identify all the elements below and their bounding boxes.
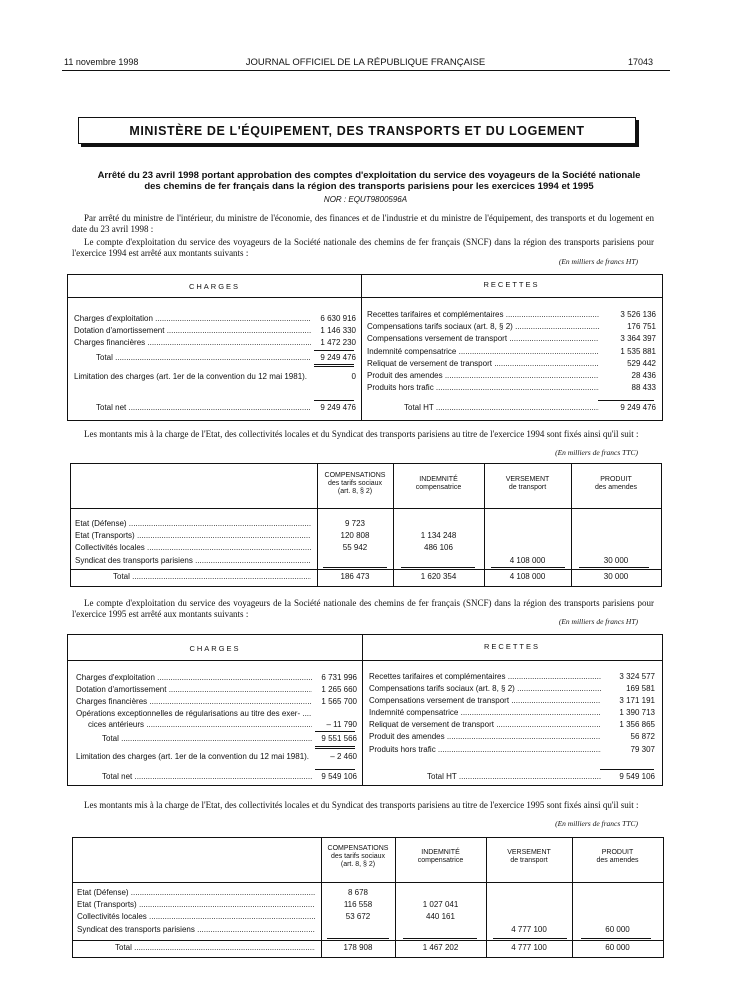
- row-label: Recettes tarifaires et complémentaires .....: [369, 672, 601, 682]
- row-label: Total HT .....: [404, 403, 599, 413]
- row-value: 0: [351, 372, 356, 381]
- cell-prod: 60 000: [605, 925, 630, 934]
- paragraph-3: Les montants mis à la charge de l'Etat, des collectivités locales et du Syndicat des transports parisiens au titre de l'exercice 1994 sont fixés ainsi qu'il suit :: [84, 429, 639, 439]
- col-header-line: COMPENSATIONS: [327, 845, 389, 852]
- recettes-row: [367, 403, 656, 413]
- row-value: 1 265 660: [321, 685, 357, 694]
- sum-rule: [401, 567, 475, 568]
- sum-rule: [327, 938, 389, 939]
- decree-title-line-2: des chemins de fer français dans la région des transports parisiens pour les exercices 1994 et 1995: [144, 181, 594, 192]
- row-label: Collectivités locales .....: [77, 912, 315, 922]
- cell-comp: 8 678: [347, 888, 369, 897]
- recettes-row: [369, 745, 655, 755]
- recettes-row: [367, 310, 656, 320]
- paragraph-1: Par arrêté du ministre de l'intérieur, du ministre de l'économie, des finances et de l'industrie et du ministre de l'équipement, des transports et du logement en date du 23 avril 1998 :: [72, 213, 654, 234]
- table-row: [73, 925, 663, 935]
- total-rule: [73, 940, 663, 941]
- col-header-line: COMPENSATIONS: [324, 472, 386, 479]
- row-value: 176 751: [627, 322, 656, 331]
- row-value: 6 630 916: [320, 314, 356, 323]
- col-header-compensations: [321, 845, 395, 869]
- row-label: Charges d'exploitation .....: [74, 314, 311, 324]
- row-value: 79 307: [630, 745, 655, 754]
- row-label: Dotation d'amortissement .....: [76, 685, 312, 695]
- paragraph-5: Les montants mis à la charge de l'Etat, des collectivités locales et du Syndicat des transports parisiens au titre de l'exercice 1995 sont fixés ainsi qu'il suit :: [84, 800, 639, 810]
- header-rule: [73, 882, 663, 883]
- recettes-row: [367, 359, 656, 369]
- row-label: Indemnité compensatrice .....: [369, 708, 601, 718]
- sum-rule: [315, 769, 355, 770]
- row-value: 9 249 476: [320, 403, 356, 412]
- total-rule: [71, 569, 661, 570]
- table-row: [73, 912, 663, 922]
- header-rule: [62, 70, 670, 71]
- cell-comp: 9 723: [344, 519, 366, 528]
- row-value: 1 535 881: [620, 347, 656, 356]
- row-value: – 11 790: [326, 720, 357, 729]
- charges-row: [74, 353, 356, 363]
- row-label: Indemnité compensatrice .....: [367, 347, 599, 357]
- charges-row: [74, 314, 356, 324]
- charges-row: [74, 403, 356, 413]
- sum-rule: [323, 567, 387, 568]
- row-label: Dotation d'amortissement .....: [74, 326, 311, 336]
- row-label: Recettes tarifaires et complémentaires .....: [367, 310, 599, 320]
- col-header-line: compensatrice: [415, 484, 462, 491]
- row-value: 9 549 106: [619, 772, 655, 781]
- row-value: 28 436: [631, 371, 656, 380]
- row-label: Produits hors trafic .....: [367, 383, 599, 393]
- table-row: [71, 556, 661, 566]
- recettes-row: [369, 708, 655, 718]
- cell-ind: 1 027 041: [422, 900, 459, 909]
- col-header-line: des amendes: [596, 857, 639, 864]
- row-value: 1 565 700: [321, 697, 357, 706]
- row-value: 9 249 476: [320, 353, 356, 362]
- cell-vers: 4 108 000: [509, 572, 546, 581]
- col-header-line: des tarifs sociaux: [330, 853, 386, 860]
- recettes-row: [369, 696, 655, 706]
- sum-rule: [314, 350, 354, 351]
- cell-comp: 116 558: [343, 900, 373, 909]
- sum-rule: [493, 938, 567, 939]
- total-row: [73, 943, 663, 953]
- nor-reference: NOR : EQUT9800596A: [323, 195, 408, 204]
- sum-rule: [315, 731, 355, 732]
- charges-row: [74, 326, 356, 336]
- col-header-line: INDEMNITÉ: [419, 476, 458, 483]
- sum-rule: [403, 938, 477, 939]
- col-header-line: INDEMNITÉ: [421, 849, 460, 856]
- cell-comp: 120 808: [340, 531, 370, 540]
- cell-ind: 1 467 202: [422, 943, 459, 952]
- charges-row: [74, 338, 356, 348]
- col-header-line: VERSEMENT: [505, 476, 550, 483]
- col-header-line: (art. 8, § 2): [340, 861, 376, 868]
- col-header-line: des amendes: [594, 484, 638, 491]
- row-value: 1 146 330: [320, 326, 356, 335]
- row-label-continued: cices antérieurs .....: [88, 720, 312, 730]
- cell-vers: 4 777 100: [511, 943, 547, 952]
- row-label: Charges financières .....: [74, 338, 311, 348]
- decree-title: [60, 170, 678, 192]
- row-label: Total net .....: [102, 772, 312, 782]
- row-label: Total .....: [115, 943, 315, 953]
- cell-prod: 30 000: [603, 556, 629, 565]
- row-label: Produits hors trafic .....: [369, 745, 601, 755]
- col-header-recettes: RECETTES: [483, 642, 540, 651]
- ministry-banner: MINISTÈRE DE L'ÉQUIPEMENT, DES TRANSPORTS ET DU LOGEMENT: [78, 117, 636, 144]
- sum-rule: [314, 364, 354, 367]
- row-label: Opérations exceptionnelles de régularisations au titre des exer- .....: [76, 709, 312, 719]
- row-label: Etat (Défense) .....: [75, 519, 311, 529]
- table-row: [71, 543, 661, 553]
- recettes-row: [367, 371, 656, 381]
- col-header-line: des tarifs sociaux: [327, 480, 383, 487]
- row-label: Total HT .....: [427, 772, 601, 782]
- recettes-row: [367, 322, 656, 332]
- sum-rule: [491, 567, 565, 568]
- cell-prod: 30 000: [603, 572, 629, 581]
- charges-row: [76, 697, 357, 707]
- table-accounts-1995: [67, 634, 663, 786]
- col-header-versement: [484, 476, 571, 492]
- sum-rule: [579, 567, 649, 568]
- table-accounts-1994: [67, 274, 663, 421]
- header-journal: JOURNAL OFFICIEL DE LA RÉPUBLIQUE FRANÇAISE: [245, 57, 486, 68]
- row-label: Compensations versement de transport .....: [369, 696, 601, 706]
- row-label: Total .....: [96, 353, 311, 363]
- row-label: Limitation des charges (art. 1er de la convention du 12 mai 1981).: [74, 372, 308, 381]
- row-label: Reliquat de versement de transport .....: [367, 359, 599, 369]
- col-header-recettes: RECETTES: [483, 280, 540, 289]
- col-header-line: VERSEMENT: [507, 849, 551, 856]
- row-label: Limitation des charges (art. 1er de la convention du 12 mai 1981).: [76, 752, 310, 761]
- row-value: 6 731 996: [321, 673, 357, 682]
- row-label: Total net .....: [96, 403, 311, 413]
- cell-prod: 60 000: [605, 943, 630, 952]
- row-value: 1 472 230: [320, 338, 356, 347]
- table-row: [73, 900, 663, 910]
- row-value: 169 581: [626, 684, 655, 693]
- col-header-line: de transport: [508, 484, 547, 491]
- col-header-compensations: [317, 472, 393, 496]
- recettes-row: [367, 383, 656, 393]
- charges-row: [76, 685, 357, 695]
- col-header-indemnite: [395, 849, 486, 865]
- col-header-produit: [571, 476, 661, 492]
- total-row: [71, 572, 661, 582]
- cell-ind: 1 134 248: [420, 531, 457, 540]
- row-label: Charges financières .....: [76, 697, 312, 707]
- row-value: 3 171 191: [619, 696, 655, 705]
- col-header-indemnite: [393, 476, 484, 492]
- col-header-produit: [572, 849, 663, 865]
- recettes-row: [369, 772, 655, 782]
- row-label: Compensations versement de transport .....: [367, 334, 599, 344]
- recettes-row: [369, 684, 655, 694]
- decree-title-line-1: Arrêté du 23 avril 1998 portant approbation des comptes d'exploitation du service des voyageurs de la Société nationale: [97, 170, 641, 181]
- row-value: 3 526 136: [620, 310, 656, 319]
- cell-comp: 178 908: [343, 943, 373, 952]
- charges-row: [74, 372, 356, 382]
- unit-note-1: (En milliers de francs HT): [558, 257, 638, 266]
- sum-rule: [315, 746, 355, 749]
- row-label: Etat (Défense) .....: [77, 888, 315, 898]
- row-label: Syndicat des transports parisiens .....: [77, 925, 315, 935]
- sum-rule: [314, 400, 354, 401]
- table-distribution-1994: [70, 463, 662, 587]
- cell-ind: 440 161: [426, 912, 455, 921]
- table-row: [73, 888, 663, 898]
- col-header-charges: CHARGES: [189, 644, 241, 653]
- recettes-row: [369, 672, 655, 682]
- header-rule: [71, 508, 661, 509]
- unit-note-2: (En milliers de francs TTC): [555, 448, 638, 457]
- row-label: Compensations tarifs sociaux (art. 8, § 2) .....: [367, 322, 599, 332]
- row-label: Etat (Transports) .....: [77, 900, 315, 910]
- cell-vers: 4 108 000: [509, 556, 546, 565]
- cell-comp: 53 672: [345, 912, 371, 921]
- cell-comp: 186 473: [340, 572, 370, 581]
- charges-row: [76, 709, 357, 729]
- sum-rule: [598, 400, 654, 401]
- recettes-row: [367, 334, 656, 344]
- row-value: 9 249 476: [620, 403, 656, 412]
- col-header-line: PRODUIT: [601, 849, 634, 856]
- table-distribution-1995: [72, 837, 664, 958]
- recettes-row: [369, 732, 655, 742]
- row-label: Total .....: [113, 572, 311, 582]
- sum-rule: [600, 769, 654, 770]
- table-row: [71, 519, 661, 529]
- row-label: Total .....: [102, 734, 312, 744]
- row-label: Reliquat de versement de transport .....: [369, 720, 601, 730]
- cell-ind: 486 106: [424, 543, 453, 552]
- cell-comp: 55 942: [342, 543, 368, 552]
- row-value: 1 390 713: [619, 708, 655, 717]
- charges-row: [76, 673, 357, 683]
- col-header-line: (art. 8, § 2): [337, 488, 373, 495]
- sum-rule: [581, 938, 651, 939]
- recettes-row: [369, 720, 655, 730]
- header-page-number: 17043: [627, 57, 653, 67]
- header-date: 11 novembre 1998: [64, 57, 139, 67]
- unit-note-3: (En milliers de francs HT): [558, 617, 638, 626]
- recettes-row: [367, 347, 656, 357]
- row-value: 529 442: [627, 359, 656, 368]
- row-label: Compensations tarifs sociaux (art. 8, § 2) .....: [369, 684, 601, 694]
- cell-ind: 1 620 354: [420, 572, 457, 581]
- paragraph-2: Le compte d'exploitation du service des voyageurs de la Société nationale des chemins de fer français (SNCF) dans la région des transports parisiens pour l'exercice 1994 est arrêté aux montants suivants :: [72, 237, 654, 258]
- row-value: 3 324 577: [619, 672, 655, 681]
- row-label: Etat (Transports) .....: [75, 531, 311, 541]
- row-label: Produit des amendes .....: [369, 732, 601, 742]
- row-value: 9 549 106: [321, 772, 357, 781]
- charges-row: [76, 734, 357, 744]
- col-header-charges: CHARGES: [188, 282, 241, 291]
- row-value: 9 551 566: [321, 734, 357, 743]
- col-header-line: compensatrice: [417, 857, 464, 864]
- paragraph-4: Le compte d'exploitation du service des voyageurs de la Société nationale des chemins de fer français (SNCF) dans la région des transports parisiens pour l'exercice 1995 est arrêté aux montants suivants :: [72, 598, 654, 619]
- cell-vers: 4 777 100: [511, 925, 547, 934]
- row-value: 56 872: [630, 732, 655, 741]
- row-value: 1 356 865: [619, 720, 655, 729]
- col-header-versement: [486, 849, 572, 865]
- charges-row: [76, 752, 357, 762]
- row-value: 88 433: [631, 383, 656, 392]
- row-label: Syndicat des transports parisiens .....: [75, 556, 311, 566]
- row-label: Collectivités locales .....: [75, 543, 311, 553]
- row-label: Charges d'exploitation .....: [76, 673, 312, 683]
- row-value: 3 364 397: [620, 334, 656, 343]
- row-value: – 2 460: [330, 752, 357, 761]
- col-header-line: PRODUIT: [600, 476, 632, 483]
- table-row: [71, 531, 661, 541]
- row-label: Produit des amendes .....: [367, 371, 599, 381]
- unit-note-4: (En milliers de francs TTC): [555, 819, 638, 828]
- charges-row: [76, 772, 357, 782]
- col-header-line: de transport: [510, 857, 548, 864]
